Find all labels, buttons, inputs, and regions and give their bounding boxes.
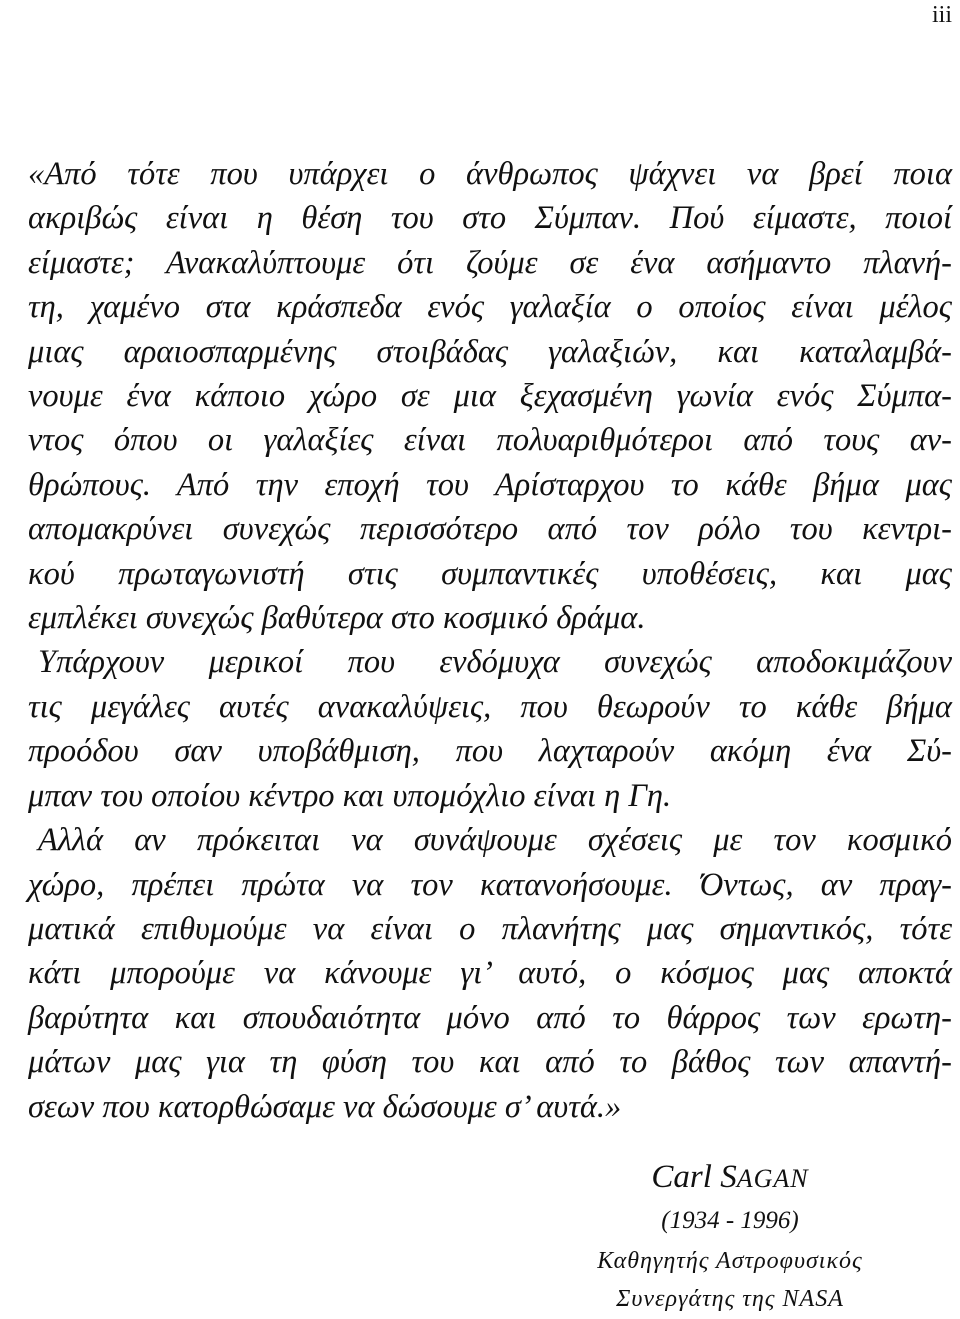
author-affiliation: Συνεργάτης της NASA [616, 1286, 844, 1312]
quote-line-7: ντος όπου οι γαλαξίες είναι πολυαριθμότεροι από τους αν- [28, 422, 952, 459]
quote-line-9: απομακρύνει συνεχώς περισσότερο από τον ρόλο του κεντρι- [28, 511, 952, 548]
author-first-name: Carl [651, 1159, 712, 1195]
quote-line-2: ακριβώς είναι η θέση του στο Σύμπαν. Πού είμαστε, ποιοί [28, 200, 952, 237]
quote-line-20: βαρύτητα και σπουδαιότητα μόνο από το θάρρος των ερωτη- [28, 999, 952, 1036]
quote-line-13: τις μεγάλες αυτές ανακαλύψεις, που θεωρούν το κάθε βήμα [28, 688, 952, 725]
quote-line-15: μπαν του οποίου κέντρο και υπομόχλιο είναι η Γη. [28, 777, 672, 814]
quote-line-19: κάτι μπορούμε να κάνουμε γι’ αυτό, ο κόσμος μας αποκτά [28, 955, 952, 992]
quote-line-5: μιας αραιοσπαρμένης στοιβάδας γαλαξιών, και καταλαμβά- [28, 333, 952, 370]
author-surname-initial: S [720, 1159, 737, 1195]
attribution [520, 1155, 940, 1319]
quote-line-22: σεων που κατορθώσαμε να δώσουμε σ’ αυτά.» [28, 1088, 622, 1125]
quote-line-10: κού πρωταγωνιστή στις συμπαντικές υποθέσεις, και μας [28, 555, 952, 592]
quote-line-18: ματικά επιθυμούμε να είναι ο πλανήτης μας σημαντικός, τότε [28, 910, 952, 947]
author-years: (1934 - 1996) [661, 1207, 799, 1234]
quote-line-4: τη, χαμένο στα κράσπεδα ενός γαλαξία ο οποίος είναι μέλος [28, 289, 952, 326]
quote-line-11: εμπλέκει συνεχώς βαθύτερα στο κοσμικό δράμα. [28, 600, 646, 637]
quote-line-14: προόδου σαν υποβάθμιση, που λαχταρούν ακόμη ένα Σύ- [28, 733, 952, 770]
quote-line-21: μάτων μας για τη φύση του και από το βάθος των απαντή- [28, 1044, 952, 1081]
quote-line-12: Υπάρχουν μερικοί που ενδόμυχα συνεχώς αποδοκιμάζουν [38, 644, 952, 681]
page-number: iii [931, 2, 952, 28]
author-name [520, 1155, 940, 1201]
author-title: Καθηγητής Αστροφυσικός [597, 1248, 863, 1274]
quote-block [28, 152, 952, 1129]
quote-line-6: νουμε ένα κάποιο χώρο σε μια ξεχασμένη γωνία ενός Σύμπα- [28, 378, 952, 415]
quote-line-1: «Από τότε που υπάρχει ο άνθρωπος ψάχνει να βρεί ποια [28, 156, 952, 192]
author-surname-rest: AGAN [736, 1164, 809, 1193]
quote-line-16: Αλλά αν πρόκειται να συνάψουμε σχέσεις με τον κοσμικό [38, 822, 952, 859]
quote-line-8: θρώπους. Από την εποχή του Αρίσταρχου το κάθε βήμα μας [28, 466, 952, 503]
quote-line-17: χώρο, πρέπει πρώτα να τον κατανοήσουμε. Όντως, αν πραγ- [28, 866, 952, 903]
quote-line-3: είμαστε; Ανακαλύπτουμε ότι ζούμε σε ένα ασήμαντο πλανή- [28, 244, 952, 281]
